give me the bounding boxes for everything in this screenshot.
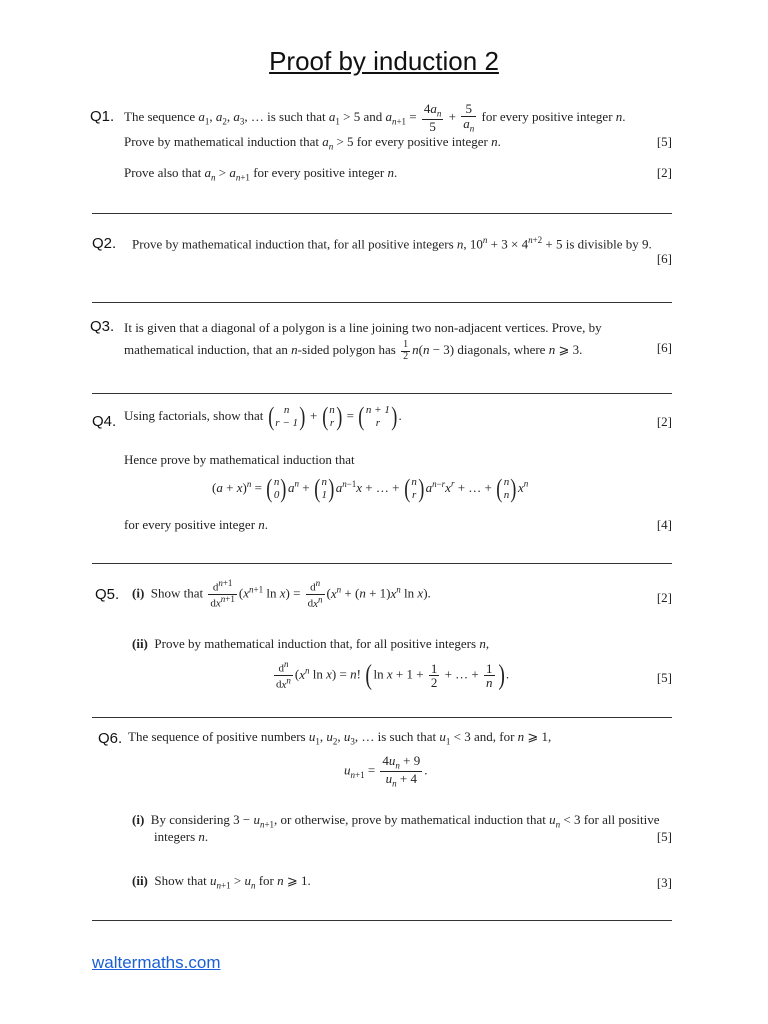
q4-mark-2: [4] [656,517,672,532]
q4-line-2: Hence prove by mathematical induction that [124,452,355,467]
q1-label: Q1. [90,108,115,125]
q3-line-1: It is given that a diagonal of a polygon is a line joining two non-adjacent vertices. Prove, by [124,320,602,335]
q6-label: Q6. [98,730,123,747]
q3-label: Q3. [90,318,115,335]
q6-mark-2: [3] [656,875,672,890]
footer-link[interactable]: waltermaths.com [92,953,221,972]
q6-line-3: integers n. [154,829,209,844]
page-title: Proof by induction 2 [269,46,499,76]
q1-mark-1: [5] [656,134,672,149]
q5-mark-1: [2] [656,590,672,605]
q2-label: Q2. [92,235,117,252]
q3-line-2: mathematical induction, that an n-sided polygon has $\frac{1}{2}$ n(n − 3) diagonals, where n ⩾ 3. [124,339,583,362]
q1-line-1: The sequence $a_1$, $a_2$, $a_3$, … is such that $a_1 > 5$ and $a_{n+1}$ = $\frac{4a_n}{5}$ + $\frac{5}{a_n}$ for every positive integer n. [124,101,626,135]
divider [92,563,672,564]
q6-line-4: (ii) Show that $u_{n+1} > u_n$ for n ⩾ 1. [132,873,311,891]
q2-mark: [6] [656,251,672,266]
divider [92,302,672,303]
q4-mark-1: [2] [656,414,672,429]
divider [92,920,672,921]
q4-label: Q4. [92,413,117,430]
q3-mark: [6] [656,340,672,355]
divider [92,717,672,718]
q1-mark-2: [2] [656,165,672,180]
q6-line-2: (i) By considering $3 - u_{n+1}$, or otherwise, prove by mathematical induction that $u_n < 3$ for all positive [132,812,660,830]
q4-line-3: for every positive integer n. [124,517,269,532]
divider [92,213,672,214]
q4-formula: $(a + x)^n$ = ( n 0 ) $a^n$ + ( n 1 ) $a^{n-1}x$ + … + ( n r ) $a^{n-r}x^r$ + … + ( n n ) $x^n$ [212,474,529,504]
q1-line-3: Prove also that $a_n > a_{n+1}$ for every positive integer n. [124,165,398,183]
q5-formula: $\frac{d^n}{dx^n}$ ($x^n$ ln x) = n! (ln x + 1 + $\frac{1}{2}$ + … + $\frac{1}{n}$ ). [276,659,510,691]
q2-line-1: Prove by mathematical induction that, for all positive integers n, $10^n + 3 \times 4^{n+2} + 5$ is divisible by 9. [132,235,652,252]
q1-line-2: Prove by mathematical induction that $a_n > 5$ for every positive integer n. [124,134,501,152]
q5-line-2: (ii) Prove by mathematical induction that, for all positive integers n, [132,636,490,651]
q6-mark-1: [5] [656,829,672,844]
q5-line-1: (i) Show that $\frac{d^{n+1}}{dx^{n+1}}$ ($x^{n+1}$ ln x) = $\frac{d^n}{dx^n}$ ($x^n + (n + 1)x^n$ ln x). [132,578,431,610]
q5-mark-2: [5] [656,670,672,685]
q6-formula: $u_{n+1}$ = $\frac{4u_n + 9}{u_n + 4}$ . [344,753,428,789]
q4-line-1: Using factorials, show that ( n r − 1 ) + ( n r ) = ( n + 1 r ) . [124,402,402,432]
q5-label: Q5. [95,586,120,603]
divider [92,393,672,394]
q6-line-1: The sequence of positive numbers $u_1$, $u_2$, $u_3$, … is such that $u_1 < 3$ and, for n ⩾ 1, [128,729,552,747]
